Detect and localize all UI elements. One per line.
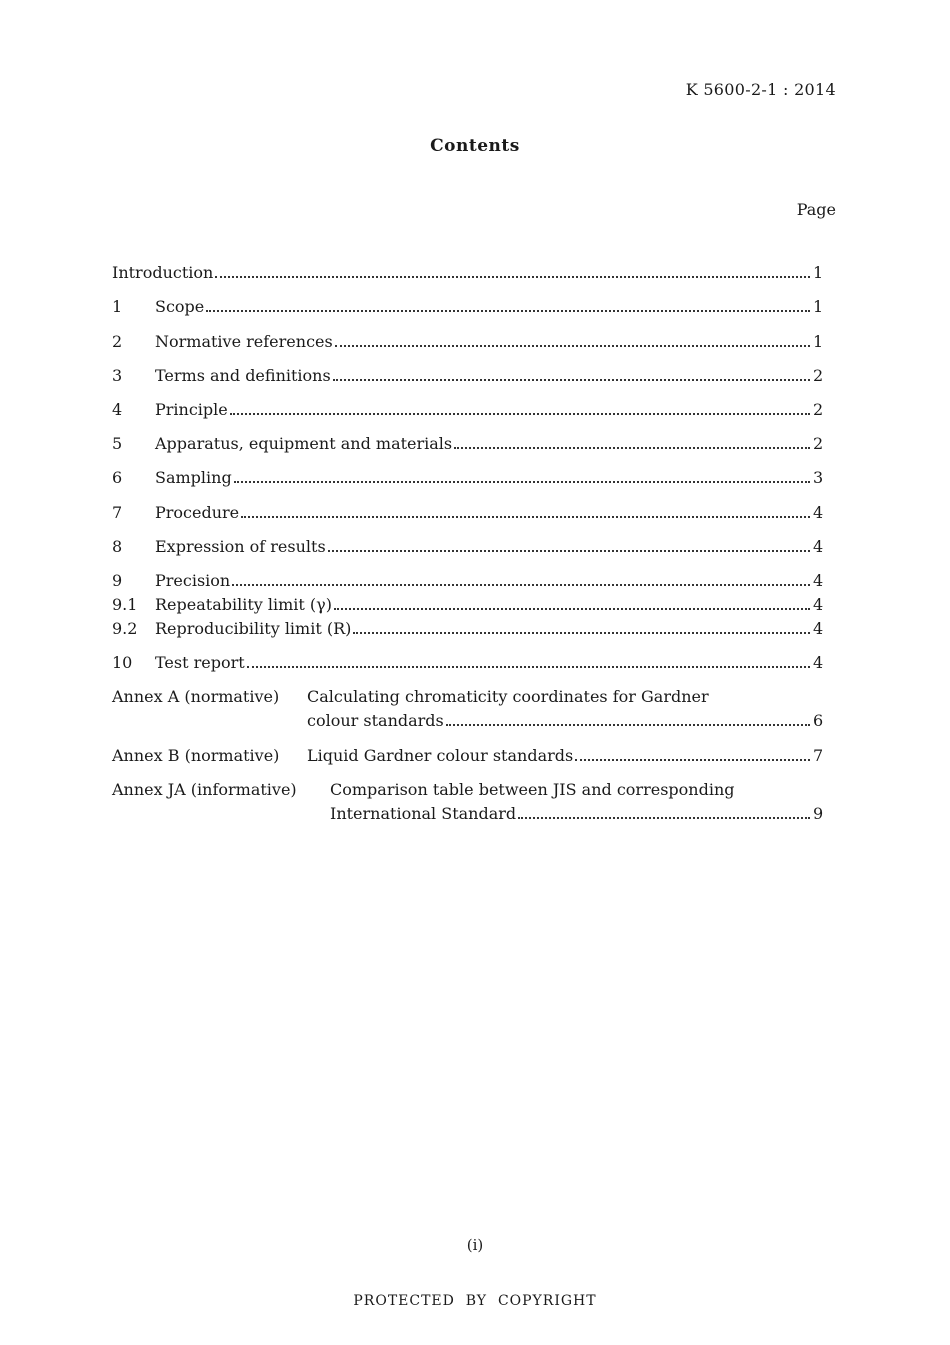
toc-entry-page: 4 [813,503,824,522]
toc-entry-label: Expression of results [155,537,326,556]
dot-leader [241,516,810,518]
toc-entry-label: Sampling [155,468,232,487]
annex-label: Annex A (normative) [112,687,280,706]
toc-entry-label: Reproducibility limit (R) [155,619,352,638]
toc-entry-number: 2 [112,332,123,351]
toc-entry-page: 4 [813,595,824,614]
dot-leader [333,379,810,381]
toc-entry-repeatability-limit[interactable] [112,594,823,616]
annex-label: Annex B (normative) [112,746,280,765]
dot-leader [206,310,810,312]
toc-entry-number: 6 [112,468,123,487]
footer-page-number: (i) [466,1236,484,1254]
annex-title-line-1: Liquid Gardner colour standards [307,746,574,765]
annex-label: Annex JA (informative) [112,780,297,799]
page-title: Contents [430,136,520,156]
toc-entry-label: Principle [155,400,228,419]
dot-leader [215,276,810,278]
toc-entry-number: 3 [112,366,123,385]
toc-entry-number: 4 [112,400,123,419]
toc-entry-annex-ja-heading[interactable] [112,779,823,801]
copyright-notice: PROTECTED BY COPYRIGHT [353,1293,597,1309]
toc-entry-number: 9 [112,571,123,590]
toc-entry-label: Scope [155,297,205,316]
page-column-label: Page [796,200,836,219]
dot-leader [335,345,810,347]
toc-entry-label: Apparatus, equipment and materials [155,434,453,453]
toc-entry-number: 1 [112,297,123,316]
toc-entry-apparatus[interactable] [112,433,823,455]
toc-entry-page: 3 [813,468,824,487]
toc-entry-label: Precision [155,571,231,590]
toc-entry-page: 4 [813,619,824,638]
dot-leader [446,724,810,726]
annex-title-line-2: colour standards [307,711,444,730]
dot-leader [334,608,810,610]
toc-entry-page: 2 [813,366,824,385]
dot-leader [328,550,810,552]
toc-entry-page: 6 [813,711,824,730]
toc-entry-label: Terms and definitions [155,366,331,385]
toc-entry-page: 2 [813,434,824,453]
toc-entry-number: 5 [112,434,123,453]
toc-entry-terms-and-definitions[interactable] [112,365,823,387]
dot-leader [234,481,810,483]
dot-leader [232,584,810,586]
toc-entry-annex-a-heading[interactable] [112,686,823,708]
toc-entry-annex-a[interactable] [307,710,823,732]
toc-entry-reproducibility-limit[interactable] [112,618,823,640]
toc-entry-procedure[interactable] [112,502,823,524]
toc-entry-page: 1 [813,332,824,351]
toc-entry-label: Procedure [155,503,240,522]
toc-entry-label: Test report [155,653,245,672]
toc-entry-label: Repeatability limit (γ) [155,595,332,614]
toc-entry-label: Introduction [112,263,214,282]
toc-entry-expression-of-results[interactable] [112,536,823,558]
toc-entry-introduction[interactable] [112,262,823,284]
toc-entry-normative-references[interactable] [112,331,823,353]
annex-title-line-2: International Standard [330,804,517,823]
toc-entry-test-report[interactable] [112,652,823,674]
toc-entry-page: 4 [813,537,824,556]
toc-entry-annex-b[interactable] [112,745,823,767]
toc-entry-number: 9.2 [112,619,138,638]
dot-leader [230,413,810,415]
toc-entry-page: 9 [813,804,824,823]
dot-leader [454,447,810,449]
toc-entry-precision[interactable] [112,570,823,592]
dot-leader [575,759,810,761]
toc-entry-principle[interactable] [112,399,823,421]
standard-number: K 5600-2-1 : 2014 [685,80,836,99]
toc-entry-sampling[interactable] [112,467,823,489]
toc-entry-number: 8 [112,537,123,556]
toc-entry-page: 1 [813,263,824,282]
annex-title-line-1: Comparison table between JIS and corresponding [330,780,735,799]
toc-entry-number: 9.1 [112,595,138,614]
toc-entry-number: 10 [112,653,133,672]
toc-entry-page: 4 [813,571,824,590]
toc-entry-page: 4 [813,653,824,672]
dot-leader [518,817,810,819]
toc-entry-number: 7 [112,503,123,522]
toc-entry-page: 2 [813,400,824,419]
annex-title-line-1: Calculating chromaticity coordinates for Gardner [307,687,709,706]
dot-leader [353,632,810,634]
toc-entry-page: 1 [813,297,824,316]
toc-entry-label: Normative references [155,332,333,351]
dot-leader [247,666,810,668]
toc-entry-scope[interactable] [112,296,823,318]
toc-entry-page: 7 [813,746,824,765]
toc-entry-annex-ja[interactable] [330,803,823,825]
